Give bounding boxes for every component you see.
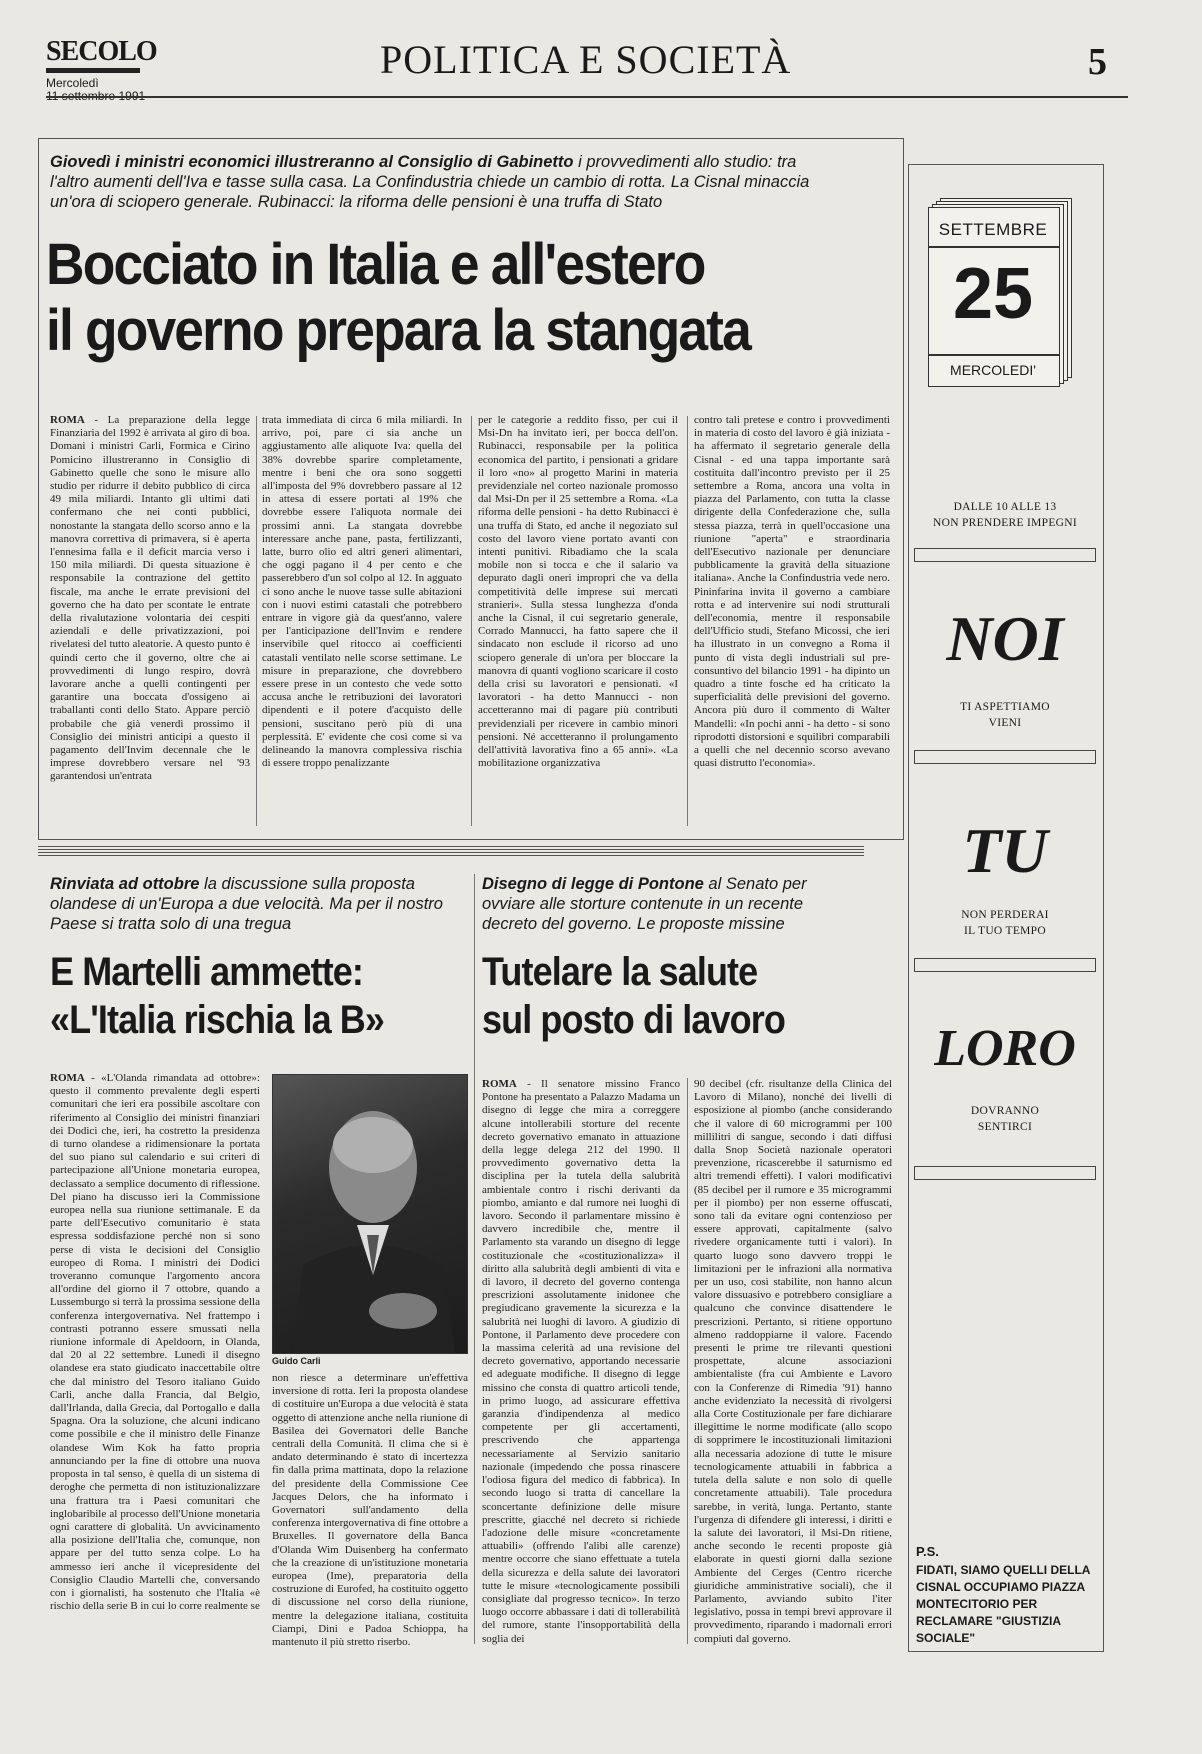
- dateline: ROMA: [482, 1078, 517, 1090]
- lead-story-column-2: trata immediata di circa 6 mila miliardi. In arrivo, poi, pare ci sia anche un aggiustamento alle aliquote Iva: quella del 38% dovrebbe sparire completamente, mentre i beni che ora sono soggetti all'imposta del 9% dovrebbero passare al 12 in attesa di essere portati al 19% che dovrebbe essere l'aliquota normale dei prossimi anni. La stangata dovrebbe interessare anche pane, pasta, fertilizzanti, latte, burro olio ed altri generi alimentari, che oggi pagano il 4 per cento e che passerebbero d'un sol colpo al 12. In agguato ci sono anche le nuove tasse sulle abitazioni con i nuovi estimi catastali che potrebbero entrare in vigore già da quest'anno, valere per l'anticipazione dell'Invim e rendere inservibile quel ritocco ai coefficienti catastali ventilato nelle scorse settimane. Le misure in preparazione, che dovrebbero essere prese in un contesto che vede sotto accusa anche le retribuzioni dei lavoratori dipendenti e il potere d'acquisto delle pensioni, suscitano però più di una perplessità. E' evidente che così come si va delineando la manovra complessiva rischia di essere troppo penalizzante: [262, 414, 462, 770]
- story3-kicker: [482, 874, 862, 934]
- lead-story-column-4: contro tali pretese e contro i provvedimenti in materia di costo del lavoro è già iniziata - ha affermato il segretario generale della Cisnal - ed una tappa importante sarà costituita dall'incontro previsto per il 25 settembre a Roma, ancora una volta in piazza del Parlamento, con tutta la classe dirigente della Confederazione che, sulla stessa piazza, terrà in quell'occasione una riunione "aperta" e straordinaria dell'Esecutivo nazionale per denunciare pubblicamente la gravità della situazione italiana». Anche la Confindustria vede nero. Pininfarina invita il governo a cambiare rotta e ad intervenire sui nodi strutturali dell'economia, mentre il responsabile dell'Ufficio studi, Stefano Micossi, che ieri ha illustrato in un convegno a Roma il punto di vista degli industriali sul pre-consuntivo del bilancio 1991 - ha dipinto un quadro a tinte fosche ed ha criticato la superficialità delle previsioni del governo. Ancora più duro il commento di Walter Mandelli: «In pochi anni - ha detto - si sono riprodotti distorsioni e squilibri comparabili a quelli che nel decennio scorso avevano quasi distrutto l'economia».: [694, 414, 890, 770]
- lead-story-kicker: [50, 152, 830, 212]
- column-text: - «L'Olanda rimandata ad ottobre»: questo il commento prevalente degli esperti comunitari che ieri era possibile ascoltare con riferimento al Consiglio dei ministri finanziari dei Dodici che, ieri, ha costretto la presidenza di turno olandese a ridimensionare la portata del suo piano sul calendario e sui criteri di partecipazione all'Unione monetaria europea, declassato a semplice documento di riflessione. Del piano ha discusso ieri la Commissione europea nella sua riunione settimanale. E da parte dell'Esecutivo comunitario è stata espressa soddisfazione perché non si sono perse di vista le decisioni del Consiglio europeo di Roma. I ministri dei Dodici troveranno comunque l'argomento ancora all'ordine del giorno il 7 ottobre, quando a Lussemburgo si terrà la prossima sessione della conferenza intergovernativa. Nel frattempo i contrasti potranno essere smussati nella riunione informale di Apeldoorn, in Olanda, dal 20 al 22 settembre. Lunedì il disegno olandese era stato giudicato inaccettabile oltre che dal ministro del Tesoro italiano Guido Carli, anche dalla Francia, dal Belgio, dall'Irlanda, dalla Grecia, dal Portogallo e dalla Spagna. Ora la soluzione, che alcuni indicano come possibile e che il ministro delle Finanze olandese Wim Kok ha fatto propria annunciando per la fine di ottobre una nuova proposta in tal senso, è quella di un sistema di deroghe che permetta di non istituzionalizzare una frattura tra i Paesi comunitari che inglobaribile al processo dell'Unione monetaria ogni carattere di globalità. Un avvicinamento alla posizione dell'Italia che, comunque, non appare per del tutto senza colpe. Lo ha ammesso ieri anche il vicepresidente del Consiglio Claudio Martelli che, conversando con i giornalisti, ha sostenuto che l'Italia «è rischio della serie B in cui lo corre realmente se: [50, 1072, 260, 1613]
- loro-line-2: SENTIRCI: [977, 1121, 1033, 1133]
- ps-text: FIDATI, SIAMO QUELLI DELLA CISNAL OCCUPIAMO PIAZZA MONTECITORIO PER RECLAMARE "GIUSTIZIA SOCIALE": [916, 1563, 1090, 1645]
- lead-story-column-3: per le categorie a reddito fisso, per cui il Msi-Dn ha invitato ieri, per bocca dell'on. Rubinacci, responsabile per la politica economica del partito, i pensionati a gridare il loro «no» al progetto Marini in materia previdenziale nel corteo nazionale promosso dal Msi-Dn per il 25 settembre a Roma. «La riforma delle pensioni - ha detto Rubinacci è una truffa di Stato, ed anche il negoziato sul costo del lavoro viene portato avanti con intenti punitivi. Ribadiamo che la scala mobile non si tocca e che il salario va depurato dagli oneri impropri che va della competitività delle imprese sui mercati stranieri». Sulla stessa lunghezza d'onda anche la Cisnal, il cui segretario generale, Corrado Mannucci, ha fatto sapere che il sindacato non esclude il ricorso ad uno sciopero generale di un'ora per bloccare la manovra di quanti vogliono scaricare il costo della crisi su lavoratori e pensionati. «I lavoratori - ha detto Mannucci - non accetteranno mai di pagare più contributi previdenziali per ricevere in cambio minori pensioni. Né accetteranno il prolungamento dell'attività lavorativa fino a 65 anni». «La mobilitazione organizzativa: [478, 414, 678, 770]
- portrait-photo: [272, 1074, 468, 1354]
- column-rule: [471, 416, 472, 826]
- tu-word: TU: [962, 815, 1048, 886]
- story2-kicker: [50, 874, 450, 934]
- masthead-rule: [46, 68, 140, 73]
- loro-word: LORO: [934, 1020, 1076, 1077]
- story3-headline: [482, 948, 878, 1044]
- headline-line: Tutelare la salute: [482, 950, 758, 994]
- kicker-text: i provvedimenti allo studio: tra l'altro aumenti dell'Iva e tasse sulla casa. La Confindustria chiede un cambio di rotta. La Cisnal minaccia un'ora di sciopero generale. Rubinacci: la riforma delle pensioni è una truffa di Stato: [50, 153, 810, 211]
- kicker-bold: Giovedì i ministri economici illustreranno al Consiglio di Gabinetto: [50, 153, 574, 171]
- calendar-day: 25: [952, 254, 1034, 334]
- calendar-weekday: MERCOLEDI': [950, 362, 1036, 378]
- photo-caption: Guido Carli: [272, 1356, 321, 1366]
- headline-line: E Martelli ammette:: [50, 950, 364, 994]
- column-rule: [687, 416, 688, 826]
- calendar-graphic: [928, 204, 1062, 384]
- masthead: SECOLO: [46, 36, 157, 67]
- column-rule: [256, 416, 257, 826]
- story2-column-2: non riesce a determinare un'effettiva inversione di rotta. Ieri la proposta olandese di costituire un'Europa a due velocità è stata oggetto di attenzione anche nella riunione di Basilea dei Governatori delle Banche centrali della Comunità. Il clima che si è andato determinando è stato di incertezza fin dalla prima mattinata, dopo la relazione del presidente della Commissione Cee Jacques Delors, che ha informato i Governatori sull'andamento della conferenza intergovernativa di fine ottobre a Bruxelles. Il governatore della Banca d'Olanda Wim Duisenberg ha confermato che la creazione di un'istituzione monetaria europea (Ime), preparatoria della costruzione di Eurofed, ha costituito oggetto di discussione nel corso della riunione, mentre la delegazione italiana, costituita Ciampi, Dini e Padoa Schioppa, ha mantenuto il più stretto riserbo.: [272, 1372, 468, 1649]
- sidebar-bar: [914, 958, 1096, 972]
- tu-line-1: NON PERDERAI: [961, 909, 1049, 921]
- kicker-text: al Senato per ovviare alle storture contenute in un recente decreto del governo. Le proposte missine: [482, 875, 807, 933]
- dateline: ROMA: [50, 1072, 85, 1084]
- noi-word: NOI: [946, 603, 1064, 674]
- section-divider: [38, 846, 864, 856]
- lead-story-column-1: [50, 414, 250, 784]
- column-rule: [474, 874, 475, 1644]
- headline-line: «L'Italia rischia la B»: [50, 998, 385, 1042]
- story2-column-1: [50, 1072, 260, 1613]
- calendar-month: SETTEMBRE: [938, 220, 1048, 239]
- issue-day: Mercoledì: [46, 76, 99, 90]
- column-text: - Il senatore missino Franco Pontone ha presentato a Palazzo Madama un disegno di legge che mira a correggere alcune intollerabili storture del recente decreto governativo emanato in attuazione della legge delega 212 del 1990. Il provvedimento governativo detta la disciplina per la tutela della salubrità ambientale contro i rischi derivanti da piombo, amianto e dal rumore nei luoghi di lavoro. Secondo il parlamentare missino è davvero incredibile che, mentre il Parlamento sta varando un disegno di legge costituzionale che «costituzionalizza» il diritto alla salubrità degli ambienti di vita e di lavoro, il decreto del governo contenga prescrizioni assolutamente inidonee che pregiudicano gravemente la sicurezza e la salubrità nei luoghi di lavoro. A giudizio di Pontone, il Parlamento deve procedere con la massima celerità ad una revisione del decreto governativo, apportando necessarie ed adeguate modifiche. Il disegno di legge missino che consta di quattro articoli tende, in primo luogo, ad assicurare effettiva garanzia d'indipendenza al medico competente per gli accertamenti, prescrivendo che appartenga necessariamente al Servizio sanitario nazionale (impedendo che possa rinascere l'odiosa figura del medico di fabbrica). In secondo luogo si tratta di cancellare la sconcertante definizione delle misure prescritte, giacché nel decreto si richiede l'adozione delle misure «concretamente attuabili» (offrendo l'alibi alle carenze) mentre occorre che siano effettuate a tutela della sicurezza e della salute dei lavoratori tutte le misure «tecnologicamente possibili consigliate dal progresso tecnico». In terzo luogo occorre abbassare i dati di tollerabilità del rumore, stante l'insopportabilità della soglia dei: [482, 1078, 680, 1645]
- time-line-2: NON PRENDERE IMPEGNI: [933, 517, 1077, 529]
- ps-heading: P.S.: [916, 1544, 939, 1559]
- page-number: 5: [1088, 41, 1107, 83]
- tu-line-2: IL TUO TEMPO: [964, 925, 1046, 937]
- calendar-rule: [928, 354, 1060, 356]
- kicker-bold: Rinviata ad ottobre: [50, 875, 200, 893]
- noi-line-2: VIENI: [988, 717, 1022, 729]
- loro-line-1: DOVRANNO: [970, 1105, 1040, 1117]
- portrait-illustration: [273, 1075, 467, 1353]
- lead-story-headline: [46, 232, 837, 364]
- story3-column-1: [482, 1078, 680, 1646]
- sidebar-bar: [914, 548, 1096, 562]
- headline-line: sul posto di lavoro: [482, 998, 785, 1042]
- noi-line-1: TI ASPETTIAMO: [960, 701, 1050, 713]
- dateline: ROMA: [50, 414, 85, 426]
- sidebar-bar: [914, 750, 1096, 764]
- story2-headline: [50, 948, 446, 1044]
- sidebar-bar: [914, 1166, 1096, 1180]
- headline-line: il governo prepara la stangata: [46, 298, 750, 363]
- section-title: POLITICA E SOCIETÀ: [380, 37, 792, 82]
- story3-column-2: 90 decibel (cfr. risultanze della Clinica del Lavoro di Milano), nonché dei livelli di esposizione al piombo (anche considerando che il valore di 60 microgrammi per 100 millilitri di sangue, secondo i dati diffusi dalla Snop Società nazionale operatori prevenzione, ricascerebbe il saturnismo ed altri tremendi effetti). I valori modificativi (85 decibel per il rumore e 35 microgrammi per il piombo) per non esserne offuscati, sono tali da evitare ogni contenzioso per essere approvati, capitalmente (salvo rivedere organicamente tutti i valori). In quarto luogo sono davvero troppi le limitazioni per le infrazioni alla normativa per un uso, così stabilite, non hanno alcun valore dissuasivo e potrebbero consigliare a qualcuno che convince disattendere le prescrizioni. Pertanto, si ritiene opportuno almeno raddoppiarne il valore. Facendo presenti le prime tre rilevanti questioni prospettate, alcune associazioni ambientaliste (fra cui Ambiente e Lavoro con la Conferenze di Rimedia '91) hanno anche evidenziato la necessità di rivolgersi alla Corte Costituzionale per fare dichiarare illegittime le norme modificate (allo scopo di sopprimere le incostituzionali limitazioni alla necessaria adozione di tutte le misure tecnologicamente attuabili in fabbrica a tutela della salute e non solo di quelle concretamente attuabili). Tale procedura sarebbe, in verità, lunga. Pertanto, stante l'urgenza di difendere gli interessi, i diritti e la salute dei lavoratori, il Msi-Dn ritiene, anche secondo le recenti proposte già elaborate in questi giorni dalla sezione Ambiente del Cerges (Centro ricerche giuridiche amministrative sociali), che il Parlamento, avviando subito l'iter legislativo, possa in tempi brevi approvare il provvedimento, riparando i madornali errori compiuti dal governo.: [694, 1078, 892, 1645]
- headline-line: Bocciato in Italia e all'estero: [46, 232, 705, 297]
- time-line-1: DALLE 10 ALLE 13: [953, 501, 1057, 513]
- kicker-bold: Disegno di legge di Pontone: [482, 875, 704, 893]
- header-rule: [46, 96, 1128, 98]
- column-rule: [687, 1078, 688, 1644]
- calendar-rule: [928, 246, 1060, 248]
- column-text: - La preparazione della legge Finanziaria del 1992 è arrivata al giro di boa. Domani i ministri Carli, Formica e Cirino Pomicino illustreranno in Consiglio di Gabinetto quelle che sono le misure allo studio per ridurre il debito pubblico di circa 49 mila miliardi. Intanto gli ultimi dati confermano che nei conti pubblici, nonostante la stangata dello scorso anno e la manovra correttiva di primavera, si è aperta l'ennesima falla e il deficit marcia verso i 150 mila miliardi. Di questa situazione è responsabile la contrazione del gettito fiscale, ma anche le errate previsioni del governo che ha dato per scontate le entrate della rivalutazione volontaria dei cespiti aziendali e delle privatizzazioni, poi rivelatesi del tutto aleatorie. A questo punto è quindi certo che il governo, oltre che ai provvedimenti di lungo respiro, dovrà lavorare anche a quelli contingenti per garantire una boccata d'ossigeno ai traballanti conti dello Stato. Appare perciò probabile che già venerdì prossimo il Consiglio dei ministri anticipi a questo il pagamento dell'Invim decennale che le imprese dovrebbero versare nel '93 garantendosi un'entrata: [50, 414, 250, 783]
- kicker-text: la discussione sulla proposta olandese di un'Europa a due velocità. Ma per il nostro Paese si tratta solo di una tregua: [50, 875, 443, 933]
